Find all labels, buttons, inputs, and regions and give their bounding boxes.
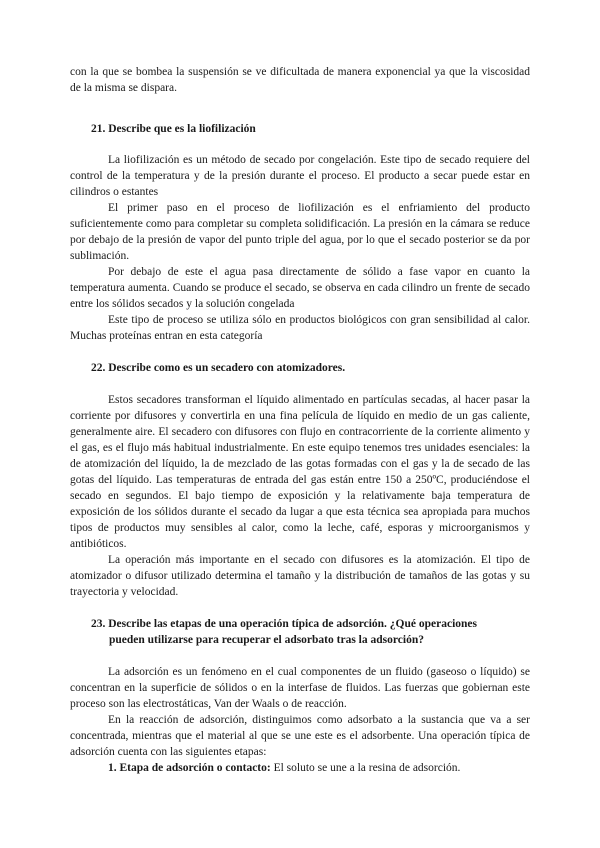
q22-paragraph-1: Estos secadores transforman el líquido alimentado en partículas secadas, al hacer pasar la corriente por difusores y convertirla en una fina película de líquido en medio de un gas caliente, generalmente aire. El secadero con difusores con flujo en contracorriente de la corriente alimento y el gas, es el flujo más habitual industrialmente. En este equipo tenemos tres unidades esenciales: la de atomización del líquido, la de mezclado de las gotas formadas con el gas y la de secado de las gotas del líquido. Las temperaturas de entrada del gas están entre 150 a 250ºC, produciéndose el secado en segundos. El bajo tiempo de exposición y la relativamente baja temperatura de exposición de los sólidos durante el secado da lugar a que esta técnica sea apropiada para muchos tipos de productos muy sensibles al calor, como la leche, café, esporas y microorganismos y antibióticos.	[70, 394, 530, 550]
heading-q23-line-1: 23. Describe las etapas de una operación típica de adsorción. ¿Qué operaciones	[91, 618, 477, 630]
q21-paragraph-4: Este tipo de proceso se utiliza sólo en productos biológicos con gran sensibilidad al calor. Muchas proteínas entran en esta categoría	[70, 314, 530, 342]
q23-step-1	[108, 760, 460, 776]
heading-q23-line-2: pueden utilizarse para recuperar el adsorbato tras la adsorción?	[109, 634, 424, 646]
q21-paragraph-2: El primer paso en el proceso de liofilización es el enfriamiento del producto suficientemente como para completar su completa solidificación. La presión en la cámara se reduce por debajo de la presión de vapor del punto triple del agua, por lo que el secado posterior se da por sublimación.	[70, 202, 530, 262]
q22-paragraph-2: La operación más importante en el secado con difusores es la atomización. El tipo de atomizador o difusor utilizado determina el tamaño y la distribución de tamaños de las gotas y su trayectoria y velocidad.	[70, 554, 530, 598]
q21-paragraph-1: La liofilización es un método de secado por congelación. Este tipo de secado requiere del control de la temperatura y de la presión durante el proceso. El producto a secar puede estar en cilindros o estantes	[70, 154, 530, 198]
intro-paragraph: con la que se bombea la suspensión se ve dificultada de manera exponencial ya que la viscosidad de la misma se dispara.	[70, 66, 530, 94]
q23-step-1-label: 1. Etapa de adsorción o contacto:	[108, 762, 271, 774]
heading-q22: 22. Describe como es un secadero con atomizadores.	[91, 362, 346, 374]
heading-q21: 21. Describe que es la liofilización	[91, 123, 256, 135]
q23-paragraph-2: En la reacción de adsorción, distinguimos como adsorbato a la sustancia que va a ser concentrada, mientras que el material al que se une este es el adsorbente. Una operación típica de adsorción cuenta con las siguientes etapas:	[70, 714, 530, 758]
q23-step-1-text: El soluto se une a la resina de adsorción.	[270, 762, 461, 774]
q21-paragraph-3: Por debajo de este el agua pasa directamente de sólido a fase vapor en cuanto la temperatura aumenta. Cuando se produce el secado, se observa en cada cilindro un frente de secado entre los sólidos secados y la solución congelada	[70, 266, 530, 310]
heading-q23	[70, 616, 521, 648]
q23-paragraph-1: La adsorción es un fenómeno en el cual componentes de un fluido (gaseoso o líquido) se concentran en la superficie de sólidos o en la interfase de fluidos. Las fuerzas que gobiernan este proceso son las electrostáticas, Van der Waals o de reacción.	[70, 666, 530, 710]
